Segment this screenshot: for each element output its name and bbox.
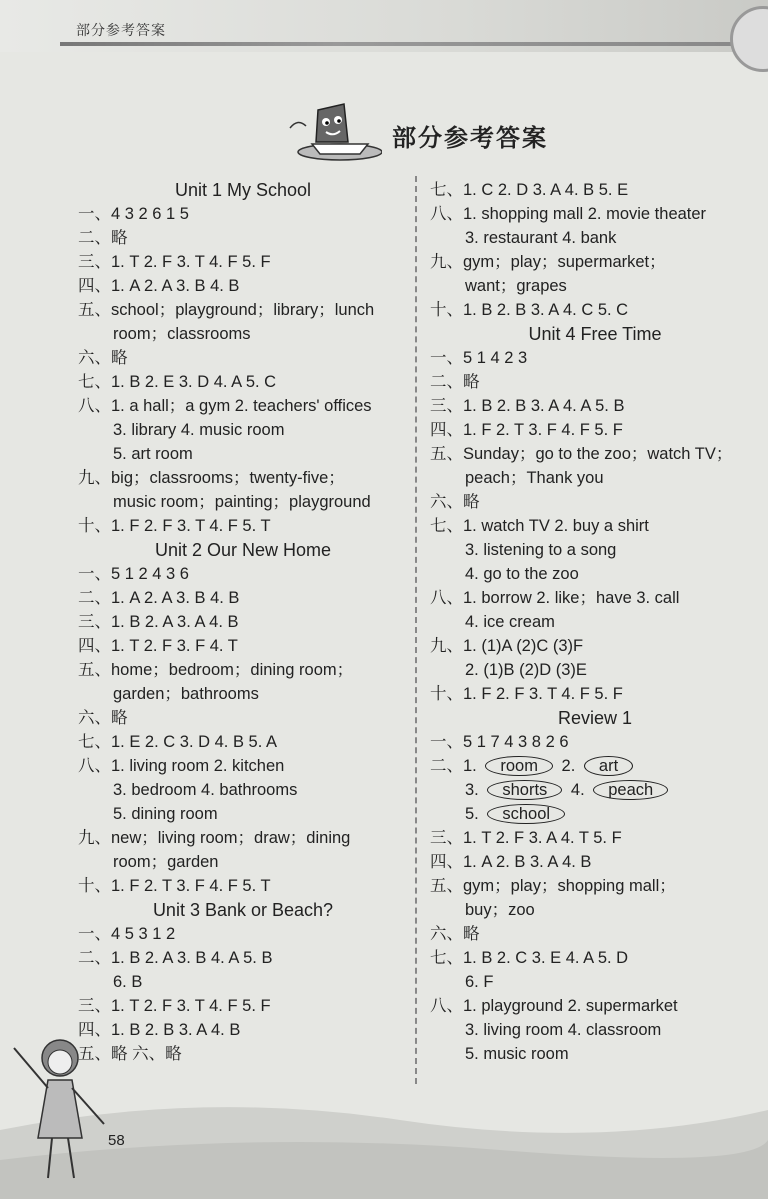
answer-line: 5. art room bbox=[113, 445, 193, 463]
item-prefix: 二、1. bbox=[430, 757, 477, 775]
answer-line: 6. F bbox=[465, 973, 494, 991]
girl-illustration-icon bbox=[8, 1028, 138, 1188]
review1-title: Review 1 bbox=[557, 708, 633, 728]
answer-line: 3. living room 4. classroom bbox=[465, 1021, 662, 1039]
answer-line: 七、1. C 2. D 3. A 4. B 5. E bbox=[430, 181, 629, 199]
answer-line: 七、1. B 2. C 3. E 4. A 5. D bbox=[430, 949, 629, 967]
answer-line: 九、1. (1)A (2)C (3)F bbox=[430, 637, 584, 655]
answer-line: 一、5 1 4 2 3 bbox=[430, 349, 528, 367]
answer-line: 五、gym；play；shopping mall； bbox=[430, 877, 676, 895]
answer-line: 4. go to the zoo bbox=[465, 565, 579, 583]
answer-line: 三、1. T 2. F 3. T 4. F 5. F bbox=[78, 997, 271, 1015]
circled-word: room bbox=[485, 756, 553, 776]
header-circle-ornament bbox=[730, 6, 768, 72]
answer-line: 5. dining room bbox=[113, 805, 218, 823]
answer-line: 八、1. playground 2. supermarket bbox=[430, 997, 678, 1015]
answer-line: 八、1. living room 2. kitchen bbox=[78, 757, 285, 775]
answer-line: 八、1. shopping mall 2. movie theater bbox=[430, 205, 707, 223]
answer-line: 三、1. T 2. F 3. A 4. T 5. F bbox=[430, 829, 622, 847]
page-title: 部分参考答案 bbox=[392, 124, 548, 152]
answer-line: peach；Thank you bbox=[465, 469, 604, 487]
answer-line: 五、home；bedroom；dining room； bbox=[78, 661, 354, 679]
answer-line-ovals bbox=[430, 802, 760, 826]
answer-line: 2. (1)B (2)D (3)E bbox=[465, 661, 587, 679]
answer-line: music room；painting；playground bbox=[113, 493, 371, 511]
answer-line: 十、1. B 2. B 3. A 4. C 5. C bbox=[430, 301, 629, 319]
answer-line: 二、1. B 2. A 3. B 4. A 5. B bbox=[78, 949, 273, 967]
answer-line: 四、1. B 2. B 3. A 4. B bbox=[78, 1021, 241, 1039]
answer-line: 四、1. A 2. A 3. B 4. B bbox=[78, 277, 240, 295]
answer-line: 六、略 bbox=[78, 349, 128, 367]
answer-line: 五、school；playground；library；lunch bbox=[78, 301, 375, 319]
answer-line: 3. restaurant 4. bank bbox=[465, 229, 617, 247]
answer-line: 四、1. A 2. B 3. A 4. B bbox=[430, 853, 592, 871]
answer-line: 二、略 bbox=[430, 373, 480, 391]
boat-mascot-icon bbox=[282, 98, 382, 164]
answer-line: 九、new；living room；draw；dining bbox=[78, 829, 351, 847]
header-rule bbox=[60, 42, 750, 46]
answer-line: buy；zoo bbox=[465, 901, 535, 919]
unit3-title: Unit 3 Bank or Beach? bbox=[152, 900, 334, 920]
answer-line: 5. music room bbox=[465, 1045, 569, 1063]
item-prefix: 4. bbox=[570, 781, 585, 799]
column-divider bbox=[415, 176, 417, 1084]
item-prefix: 2. bbox=[561, 757, 576, 775]
answer-line: 七、1. watch TV 2. buy a shirt bbox=[430, 517, 649, 535]
answer-line-ovals bbox=[430, 754, 760, 778]
answer-line: 三、1. T 2. F 3. T 4. F 5. F bbox=[78, 253, 271, 271]
answer-line: 三、1. B 2. B 3. A 4. A 5. B bbox=[430, 397, 625, 415]
answer-line: 十、1. F 2. T 3. F 4. F 5. T bbox=[78, 877, 271, 895]
answer-line: 二、1. A 2. A 3. B 4. B bbox=[78, 589, 240, 607]
answer-line: 六、略 bbox=[78, 709, 128, 727]
answer-line: room；garden bbox=[113, 853, 219, 871]
answer-line: 一、5 1 7 4 3 8 2 6 bbox=[430, 733, 569, 751]
answer-line: 3. bedroom 4. bathrooms bbox=[113, 781, 298, 799]
item-prefix: 5. bbox=[465, 805, 479, 823]
answer-line: 4. ice cream bbox=[465, 613, 555, 631]
left-column bbox=[78, 178, 408, 1066]
answer-line: 3. library 4. music room bbox=[113, 421, 285, 439]
answer-line: 八、1. a hall；a gym 2. teachers' offices bbox=[78, 397, 372, 415]
answer-line: room；classrooms bbox=[113, 325, 251, 343]
answer-line: 十、1. F 2. F 3. T 4. F 5. F bbox=[430, 685, 623, 703]
circled-word: school bbox=[487, 804, 565, 824]
answer-line: 五、略 六、略 bbox=[78, 1045, 182, 1063]
circled-word: shorts bbox=[487, 780, 562, 800]
answer-line: 九、gym；play；supermarket； bbox=[430, 253, 666, 271]
answer-line: 八、1. borrow 2. like；have 3. call bbox=[430, 589, 680, 607]
answer-line: 九、big；classrooms；twenty-five； bbox=[78, 469, 345, 487]
page-number: 58 bbox=[108, 1132, 125, 1149]
answer-line: 一、4 5 3 1 2 bbox=[78, 925, 176, 943]
answer-line: 七、1. B 2. E 3. D 4. A 5. C bbox=[78, 373, 277, 391]
unit2-title: Unit 2 Our New Home bbox=[154, 540, 332, 560]
answer-line: 七、1. E 2. C 3. D 4. B 5. A bbox=[78, 733, 277, 751]
answer-line: 一、4 3 2 6 1 5 bbox=[78, 205, 189, 223]
header-title: 部分参考答案 bbox=[76, 23, 166, 39]
header-bar bbox=[0, 0, 768, 52]
answer-line: 三、1. B 2. A 3. A 4. B bbox=[78, 613, 239, 631]
answer-line: want；grapes bbox=[465, 277, 567, 295]
answer-line: 四、1. F 2. T 3. F 4. F 5. F bbox=[430, 421, 623, 439]
answer-line: 六、略 bbox=[430, 925, 480, 943]
unit1-title: Unit 1 My School bbox=[174, 180, 312, 200]
answer-line: 6. B bbox=[113, 973, 143, 991]
answer-line: 3. listening to a song bbox=[465, 541, 617, 559]
answer-line: 六、略 bbox=[430, 493, 480, 511]
answer-line: 十、1. F 2. F 3. T 4. F 5. T bbox=[78, 517, 271, 535]
item-prefix: 3. bbox=[465, 781, 479, 799]
circled-word: peach bbox=[593, 780, 668, 800]
answer-line: garden；bathrooms bbox=[113, 685, 259, 703]
answer-line: 二、略 bbox=[78, 229, 128, 247]
answer-line: 一、5 1 2 4 3 6 bbox=[78, 565, 189, 583]
answer-line-ovals bbox=[430, 778, 760, 802]
circled-word: art bbox=[584, 756, 633, 776]
answer-line: 四、1. T 2. F 3. F 4. T bbox=[78, 637, 238, 655]
answer-line: 五、Sunday；go to the zoo；watch TV； bbox=[430, 445, 733, 463]
unit4-title: Unit 4 Free Time bbox=[528, 324, 662, 344]
right-column bbox=[430, 178, 760, 1066]
